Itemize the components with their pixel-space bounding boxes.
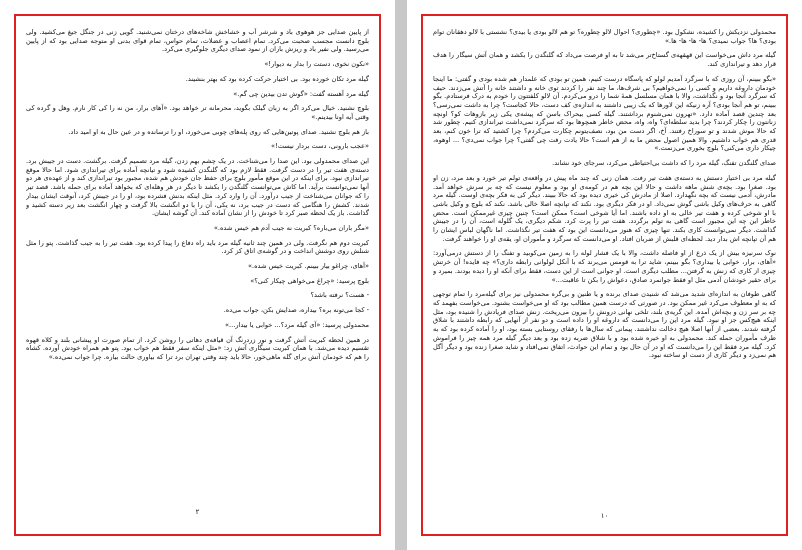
left-page	[0, 0, 395, 550]
left-page-text	[26, 28, 369, 530]
paragraph: «مگر باران می‌باره؟ کبریت نه جیب آدم هم خیس شده.»	[213, 223, 369, 232]
paragraph: کبریت دوم هم نگرفت. ولی در همین چند ثانیه گیله مرد باید راه دفاع را پیدا کرده بود. هفت تیر را به جیب گذاشت. پتو را مثل شنلش روی دوشش انداخت و در گوشه‌ی اتاق کز کرد.	[26, 238, 369, 256]
paragraph: گیله مرد تکان خورده بود. بی اختیار حرکت کرده بود که بهتر بنشیند.	[185, 74, 369, 83]
paragraph: - هست؟ نرفته باشد؟	[310, 291, 369, 300]
paragraph: بلوچ نشنید. خیال می‌کرد اگر به زبان گیلک بگوید، محرمانه تر خواهد بود. «آهای برار، من نه را کی کار نارم. وهل و گرده کی وقتی آیه اونا بیدینم.»	[26, 104, 369, 121]
paragraph: نوک سرنیزه بیش از یک ذرع از او فاصله داشت، والا با یک فشار لوله را به زمین می‌کوبید و تفنگ را از دستش درمی‌آورد: «آهای، برار، خوابی یا بیداری؟ بگو ببینم، شاید ترا به قومس می‌برند که با آنکل لولوانی رابطه داری؟» چه فایده! آن خرتش چیزی از کاری که زنش به گرفتن... مطلب دیگری است. او جوانی است از این دست، فقط برای آنکه او را دیده بودند. بمیرد و برای حقیر خودشان آدمی مثل او فقط جوانمرد صادق، دعواش را بکن تا عاقبت...»	[433, 249, 776, 284]
paragraph: این صدای محمدولی بود. این صدا را می‌شناخت. در یک چشم بهم زدن، گیله مرد تصمیم گرفت. برگشت. دست در جیبش برد. دسته‌ی هفت تیر را در دست گرفت. فقط لازم بود که گلنگدن کشیده شود و تیانچه آماده برای تیراندازی شود. اما حالا موقع تیراندازی نبود. برای اینکه در این موقع مأمور بلوچ برای حفظ جان خودش هم شده، مجبور بود تیراندازی کند و از عهده‌ی هر دو آنها نمی‌توانست برآید. اما کاش می‌توانست گلنگدن را بکشد تا دیگر در هر وهله‌ای که بخواهد آماده برای حمله باشد. قصد تیر را که جوانان می‌شناخت از جیب درآورد. آن را وارد کرد. مثل اینکه بدنش فشرده بود، او را در جیبش کرد، آنوقت ایشان بیدار شدند. کشش را هنگامی که دست در جیب برد، نه یکی، آن را با دو انگشت بالا گرفت و چهار انگشت بعد زیر دسته کشید و گذاشت. باز یک لحظه صبر کرد تا خودش را از نشان آماده کند. آن گوشه ایشان.	[26, 157, 369, 218]
right-page-text	[433, 28, 776, 530]
paragraph: «بگو ببینم، آن روزی که با سرگرد آمدیم لولو که پاسگاه درست کنیم، همین تو بودی که علمدار هم شده بودی و گفتی: ما اینجا خودمان داروغه داریم و کسی را نمی‌خواهیم؟ بی شرف‌ها، ما چند نفر را کردند توی خانه و داشتند خانه را آتش می‌زدند. حیف که سرگرد آنجا بود و نگذاشت، والا با همان مسلسل همهٔ شما را درو می‌کردم. آن لالو کلفتتون را خودم به درک فرستادم. بگو ببینم، تو هم آنجا بودی؟ آره زنیکه این لاورها که یک زیبی داشتند به اندازه‌ی کف دست، حالا کجاست؟ چرا به داشت نمی‌رسی؟ بعد چندین قصد آماده دارد. «تهرون نمی‌شنوم برداشتند. گیله کسی بیحراک باسن که پیشه‌ی یکی زیر بازوهات کو؟ اونچه زنانتون را چکار کردند؟ چرا بدید سلطه‌ای؟ واه، واه، محض خاطر همچو‌ها بود که سرگرد نمی‌داشت تیراندازی کنیم. چطور شد که حالا موش شدند و تو سوراخ رفتند. آخ، اگر دست من بود، نصف‌یتونم چکارت می‌کردم؟ چرا کشتید که ترا خون کنم، بعد قدری هم خواب داشتیم. والا همین اصول محض ما به از هم است؟ حالا یادت رفت چی گفتی؟ چرا جواب نمی‌دی؟ ... اوهوه، چیکار داری می‌کنی؟ بلوچ بخوری می‌زنمت.»	[433, 74, 776, 153]
paragraph: «آهای، چراغو بیار ببینم. کبریت خیس شده.»	[247, 262, 369, 271]
right-page	[407, 0, 802, 550]
paragraph: - کجا می‌تونه بره؟ بیداره، صدایش بکن، جواب می‌ده.	[223, 306, 369, 315]
paragraph: بلوچ پرسید: «چراغ می‌خواهی چیکار کنی؟»	[250, 276, 369, 285]
right-page-number: ۱۰	[600, 512, 609, 520]
paragraph: در همین لحظه کبریت آتش گرفت و نور زردرنگ آن قیافه‌ی دهاتی را روشن کرد. از تمام صورت او پیشانی بلند و کلاه قهوه تقسیم دیده می‌شد. با همان کبریت سیگاری آتش زد: «مثل اینکه سفر فقط هم خواب بود. پتو هم همراه خودش آورده. کشاه را هم که خودمان آتش برای گله ماهی‌خور، حالا باید چند وقتی تهران برد ترا که بیاوری حالت بیاره. چرا جواب نمی‌ده.»	[26, 335, 369, 361]
paragraph: «نکون نخوی، دستت را بدار به دیوار!»	[264, 60, 369, 69]
paragraph: گیله مرد داش می‌خواست این قهقهه‌ی گستاخ‌تر می‌شد تا به او فرصت می‌داد که گلنگدن را بکشد و همان آتش سیگار را هدف قرار دهد و تیراندازی کند.	[433, 51, 776, 69]
paragraph: گیله مرد آهسته گفت: «گوش تدن بیدین چی گم.»	[233, 89, 369, 98]
paragraph: گیله مرد بی اختیار دستش به دسته‌ی هفت تیر رفت. همان زنی که چند ماه پیش در واقعه‌ی تولم تیر خورد و بعد مرد، زن او بود. صغرا بود. بچه‌ی شش ماهه داشت و حالا این بچه هم در کومه‌ی او بود و معلوم نیست که چه بر سرش خواهد آمد. مادرش، آدمی نیست که بچه نگهدارد. اصلا از مادرش کی خیری دیده بود که حالا ببیند. دیگر کی به فکر بچه‌ی اوست. گیله مرد گاهی به حرف‌های وکیل باشی گوش نمی‌داد. او در فکر دیگری بود. نکند که تپانچه اصلا خالی باشد. نکند که بلوچ و وکیل باشی با او شوخی کرده و هفت تیر خالی به او داده باشند. اما آیا شوخی است؟ ممکن است؟ چنین چیزی غیرممکن است. محض خاطر این چه این مجبور است گاهی به تولم برگردد. هفت تیر را پرت کرد. شکم دیگری، یک گلوله است، آن را در جیبش گذاشت. دیگر نمی‌توانست کاری بکند. تنها چیزی که هنوز می‌دانست این بود که هفت تیر نگذاشت. اما ناگهان لباس ایشان را هم آن تپانچه اش بدار دید. لحظه‌ای قلبش از ضربان افتاد. او می‌دانست که سرگرد و مأموران او، یقه‌ی او را خواهند گرفت.	[433, 173, 776, 243]
left-page-number: ۲	[195, 508, 200, 516]
paragraph: از پایین صدایی جز هوهوی باد و شرشر آب و خشاخش شاخه‌های درختان نمی‌شنید. گویی زنی در جنگل جیغ می‌کشید. ولی بلوچ دانست مجسب صحبت می‌کرد. تمام اعصاب و عضلات، تمام حواس، تمام قوای بدنی او متوجه صدایی بود که از پایین می‌رسید. ولی نفیر باد و ریزش باران از نمود صدای دیگری جلوگیری می‌کرد.	[26, 28, 369, 54]
paragraph: محمدولی نزدیکش را کشیده، نشکول بود. «چطوری؟ احوال لالو چطوره؟ تو هم لالو بودی یا بیدی؟ نشستی با لالو دهقانان توام بودی؟ ها؟ جواب نمیدی؟ ها- ها- ها- ها.»	[433, 28, 776, 45]
paragraph: محمدولی پرسید: «آی گیله مرد؟... خوابی یا بیدار...»	[225, 320, 369, 329]
paragraph: گاهی طوفان به اندازه‌ای شدید می‌شد که شنیدن صدای برنده و یا طنین و بی‌گره محمدولی نیز برای گیله‌مرد را تمام توجهی که به او معطوف می‌کرد غیر ممکن بود. در صورتی که درست همین مطالب بود که او می‌خواست بشنود. می‌خواست بفهمد که چه بر سر زن و بچه‌اش آمده. این گریه‌ی بلند، تلخی نهانی درونش را بیرون می‌ریخت. زنش صدای فریادش را شنیده بود، مثل اینکه هیچ‌کس جز او نبود. گیله مرد این را می‌دانست که داروغه او را داده است و دو نفر از آنهایی که رابطه داشتند با شلاق گرفته شدند. بعضی از آنها اصلا هیچ دخالت نداشتند. پیمانی که سال‌ها با رفقای روستایی بسته بود، او را آماده کرده بود که به طرف مأموران حمله کند. محمدولی به او خیره شده بود و با شلاق ضربه زده بود و بعد دیگر گیله مرد همه چیز را فراموش کرد. گیله مرد فقط این را می‌دانست که او در آن حال بود و تمام این حوادث، اتفاق نمی‌افتاد و شاید صغرا زنده بود و دیگر آگل هم نمی‌زد و دیگر کاری از دست او ساخته نبود.	[433, 290, 776, 360]
paragraph: «عجب بارونی، دست بردار نیست!»	[271, 142, 369, 151]
paragraph: باز هم بلوچ نشنید. صدای پوتین‌هایی که روی پله‌های چوبی می‌خورد، او را ترسانده و در عین حال به او امید داد.	[68, 127, 369, 136]
paragraph: صدای گلنگدن تفنگ، گیله مرد را که داشت بی‌احتیاطی می‌کرد، سرجای خود نشاند.	[552, 159, 776, 168]
